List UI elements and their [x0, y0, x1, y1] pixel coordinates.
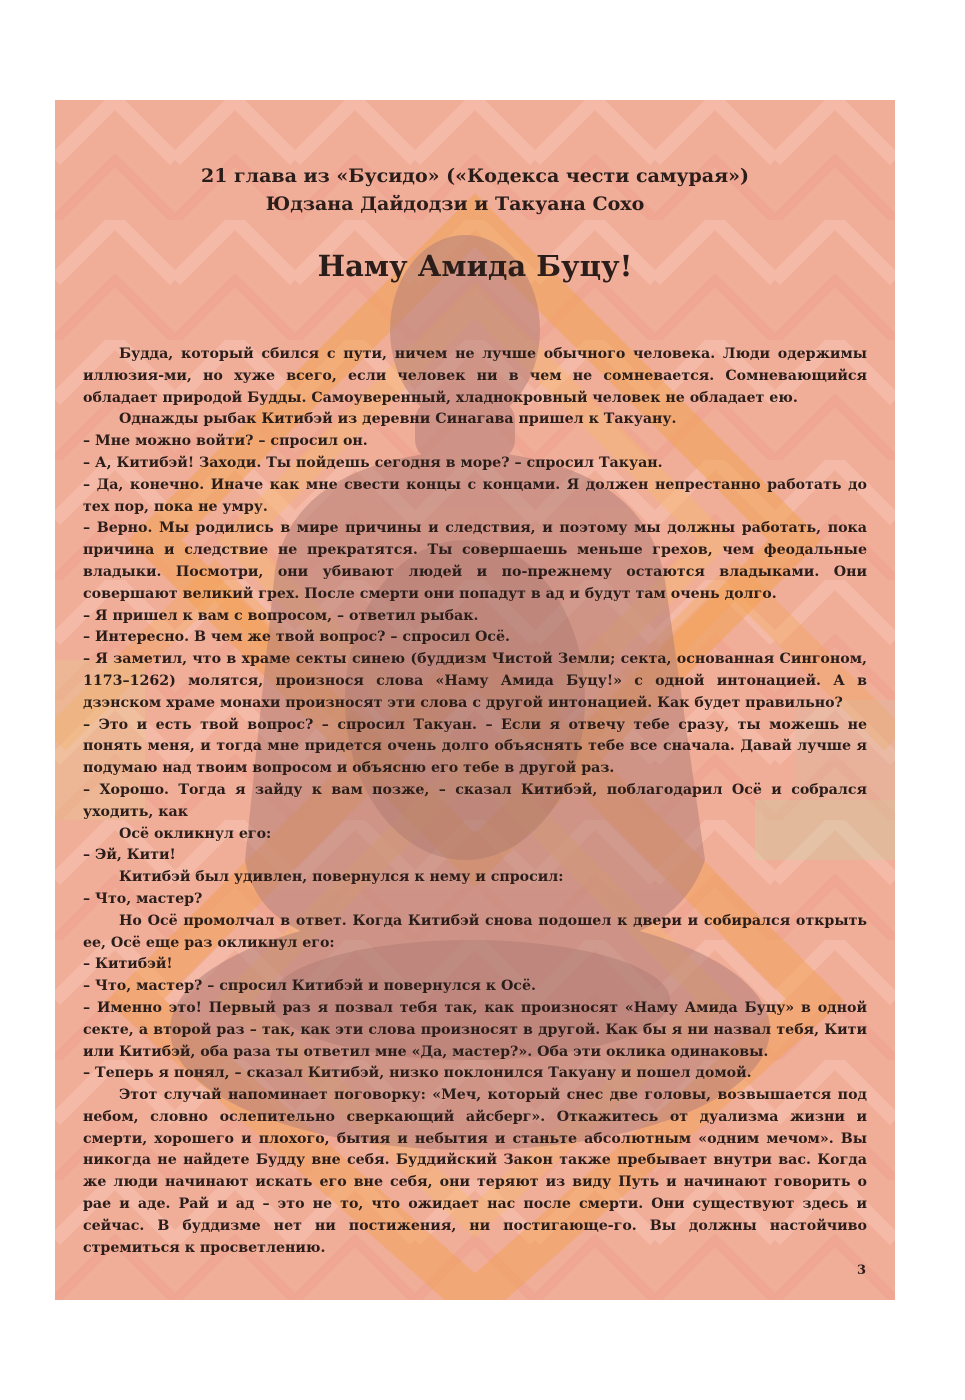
paragraph: – Интересно. В чем же твой вопрос? – спросил Осё.: [83, 629, 510, 646]
paragraph: Китибэй был удивлен, повернулся к нему и спросил:: [119, 869, 564, 886]
header-line-2: Юдзана Дайдодзи и Такуана Сохо: [265, 193, 645, 215]
paragraph: – Да, конечно. Иначе как мне свести концы с концами. Я должен непрестанно работать до тех пор, пока не умру.: [83, 476, 867, 515]
paragraph: Будда, который сбился с пути, ничем не лучше обычного человека. Люди одержимы иллюзия-ми, но хуже всего, если человек ни в чем не сомневается. Сомневающийся обладает природой Будды. Самоуверенный, хладнокровный человек не обладает ею.: [83, 346, 867, 406]
paragraph: Однажды рыбак Китибэй из деревни Синагава пришел к Такуану.: [119, 411, 677, 428]
paragraph: – Это и есть твой вопрос? – спросил Такуан. – Если я отвечу тебе сразу, ты можешь не понять меня, и тогда мне придется очень долго объяснять тебе все сначала. Давай лучше я подумаю над твоим вопросом и объясню его тебе в другой раз.: [83, 716, 867, 777]
paragraph: – Я заметил, что в храме секты синею (буддизм Чистой Земли; секта, основанная Сингоном, 1173–1262) молятся, произнося слова «Наму Амида Буцу!» с одной интонацией. А в дзэнском храме монахи произносят эти слова с другой интонацией. Как будет правильно?: [83, 651, 867, 711]
paragraph: Этот случай напоминает поговорку: «Меч, который снес две головы, возвышается под небом, словно ослепительно сверкающий айсберг». Откажитесь от дуализма жизни и смерти, хорошего и плохого, бытия и небытия и станьте абсолютным «одним мечом». Вы никогда не найдете Будду вне себя. Буддийский Закон также пребывает внутри вас. Когда же люди начинают искать его вне себя, они теряют из виду Путь и начинают говорить о рае и аде. Рай и ад – это не то, что ожидает нас после смерти. Они существуют здесь и сейчас. В буддизме нет ни постижения, ни постигающе-го. Вы должны настойчиво стремиться к просветлению.: [83, 1087, 867, 1256]
page-title: Наму Амида Буцу!: [317, 249, 633, 283]
document-page: [55, 100, 895, 1300]
paragraph: – Именно это! Первый раз я позвал тебя так, как произносят «Наму Амида Буцу» в одной секте, а второй раз – так, как эти слова произносят в другой. Как бы я ни назвал тебя, Кити или Китибэй, оба раза ты ответил мне «Да, мастер?». Оба эти оклика одинаковы.: [83, 999, 867, 1060]
paragraph: – Мне можно войти? – спросил он.: [83, 433, 368, 450]
header-line-1: 21 глава из «Бусидо» («Кодекса чести самурая»): [200, 165, 749, 187]
paragraph: – Хорошо. Тогда я зайду к вам позже, – сказал Китибэй, поблагодарил Осё и собрался уходить, как: [83, 781, 867, 820]
paragraph: – Что, мастер?: [83, 890, 203, 907]
paragraph: – Я пришел к вам с вопросом, – ответил рыбак.: [83, 607, 479, 624]
paragraph: – А, Китибэй! Заходи. Ты пойдешь сегодня в море? – спросил Такуан.: [83, 454, 663, 471]
chapter-header: [55, 162, 895, 218]
paragraph: Осё окликнул его:: [119, 825, 272, 842]
paragraph: – Эй, Кити!: [83, 847, 176, 864]
article-body: [83, 344, 867, 1259]
paragraph: Но Осё промолчал в ответ. Когда Китибэй снова подошел к двери и собирался открыть ее, Осё еще раз окликнул его:: [83, 912, 867, 951]
paragraph: – Что, мастер? – спросил Китибэй и повернулся к Осё.: [83, 978, 536, 995]
page-number: 3: [857, 1263, 867, 1278]
paragraph: – Теперь я понял, – сказал Китибэй, низко поклонился Такуану и пошел домой.: [83, 1065, 752, 1082]
paragraph: – Верно. Мы родились в мире причины и следствия, и поэтому мы должны работать, пока причина и следствие не прекратятся. Ты совершаешь меньше грехов, чем феодальные владыки. Посмотри, они убивают людей и по-прежнему остаются владыками. Они совершают великий грех. После смерти они попадут в ад и будут там очень долго.: [83, 520, 867, 602]
paragraph: – Китибэй!: [83, 956, 173, 973]
